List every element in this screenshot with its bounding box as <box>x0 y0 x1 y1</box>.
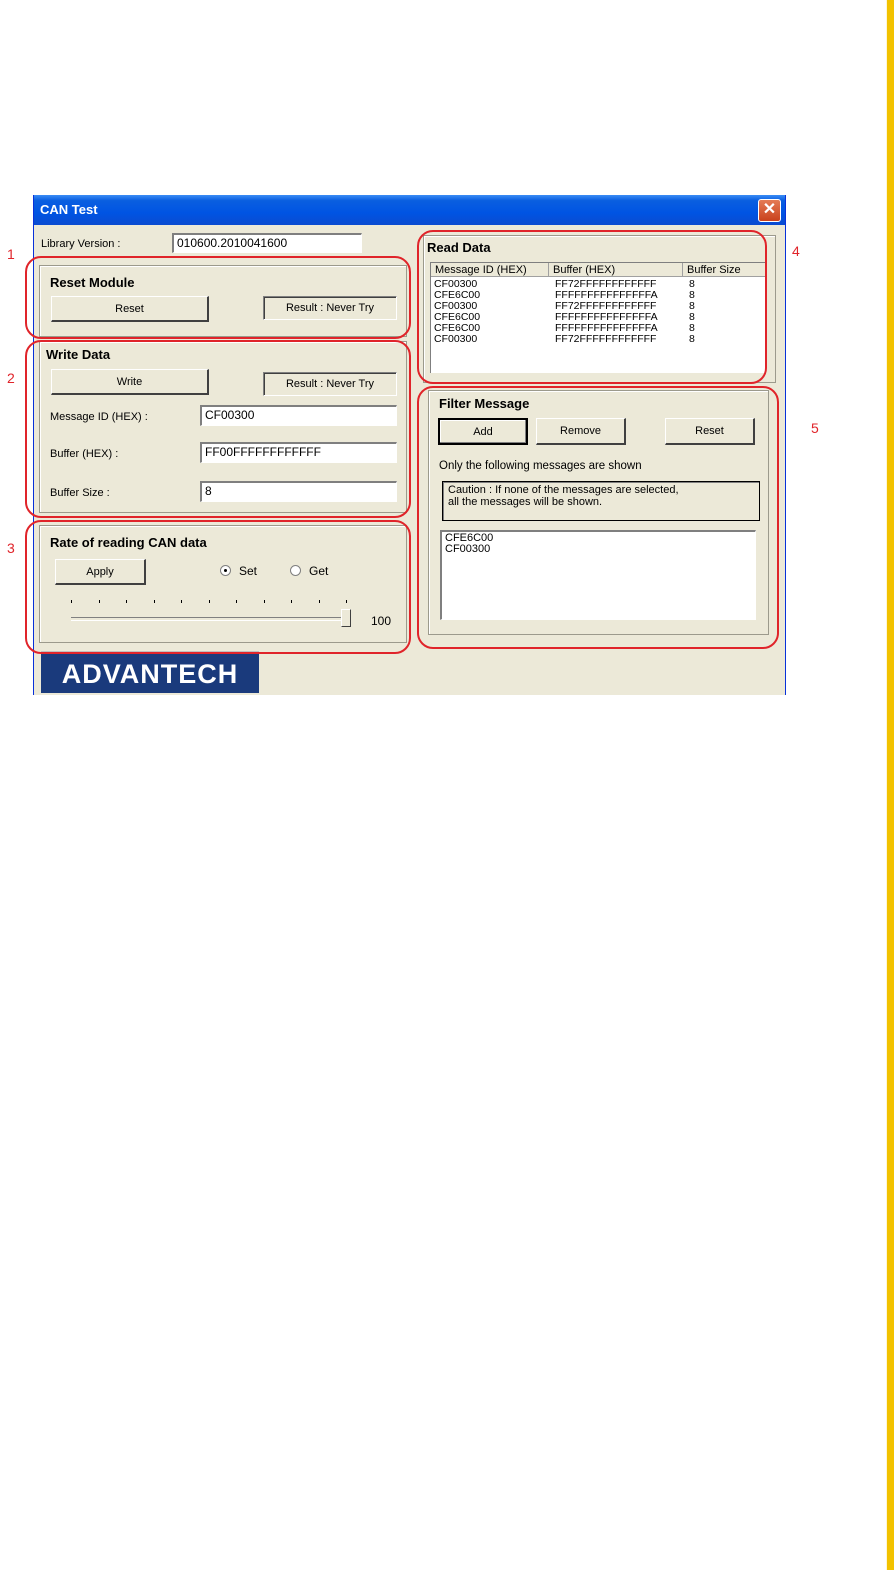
buffer-label: Buffer (HEX) : <box>50 448 119 460</box>
cell-message-id: CFE6C00 <box>434 322 481 334</box>
get-radio-label: Get <box>309 564 329 578</box>
annotation-ring-1 <box>25 256 411 339</box>
callout-5: 5 <box>811 420 819 436</box>
cell-message-id: CF00300 <box>434 300 478 312</box>
callout-3: 3 <box>7 540 15 556</box>
callout-2: 2 <box>7 370 15 386</box>
column-header[interactable]: Buffer Size <box>683 263 766 277</box>
cell-buffer: FFFFFFFFFFFFFFFA <box>555 311 658 323</box>
remove-button[interactable]: Remove <box>536 418 626 445</box>
filter-message-title: Filter Message <box>439 396 530 411</box>
annotation-ring-5 <box>417 386 779 649</box>
buffer-size-input[interactable]: 8 <box>200 481 397 502</box>
reset-module-title: Reset Module <box>50 275 135 290</box>
column-header[interactable]: Message ID (HEX) <box>431 263 549 277</box>
rate-title: Rate of reading CAN data <box>50 535 207 550</box>
write-data-title: Write Data <box>46 347 111 362</box>
library-version-label: Library Version : <box>41 238 121 250</box>
cell-size: 8 <box>689 300 695 312</box>
reset-result-box: Result : Never Try <box>263 296 397 320</box>
cell-message-id: CFE6C00 <box>434 289 481 301</box>
buffer-size-label: Buffer Size : <box>50 487 110 499</box>
close-button[interactable]: ✕ <box>758 199 781 222</box>
set-radio-label: Set <box>239 564 258 578</box>
message-id-label: Message ID (HEX) : <box>50 411 148 423</box>
window-title: CAN Test <box>40 202 98 217</box>
cell-buffer: FF72FFFFFFFFFFFF <box>555 300 657 312</box>
cell-size: 8 <box>689 333 695 345</box>
add-button[interactable]: Add <box>438 418 528 445</box>
cell-buffer: FF72FFFFFFFFFFFF <box>555 278 657 290</box>
message-id-input[interactable]: CF00300 <box>200 405 397 426</box>
cell-size: 8 <box>689 311 695 323</box>
filter-info-text: Only the following messages are shown <box>439 460 642 472</box>
caution-line-2: all the messages will be shown. <box>448 496 603 508</box>
callout-4: 4 <box>792 243 800 259</box>
cell-size: 8 <box>689 289 695 301</box>
read-data-title: Read Data <box>427 240 491 255</box>
caution-line-1: Caution : If none of the messages are selected, <box>448 484 679 496</box>
page-side-strip <box>886 0 894 1570</box>
write-result-box: Result : Never Try <box>263 372 397 396</box>
callout-1: 1 <box>7 246 15 262</box>
advantech-logo: ADVANTECH <box>41 651 259 693</box>
list-item[interactable]: CF00300 <box>445 543 491 555</box>
slider-value: 100 <box>371 614 392 628</box>
library-version-field: 010600.2010041600 <box>172 233 362 253</box>
reset-button[interactable]: Reset <box>51 296 209 322</box>
cell-size: 8 <box>689 278 695 290</box>
column-header[interactable]: Buffer (HEX) <box>549 263 683 277</box>
cell-message-id: CF00300 <box>434 278 478 290</box>
apply-button[interactable]: Apply <box>55 559 146 585</box>
cell-message-id: CFE6C00 <box>434 311 481 323</box>
cell-buffer: FFFFFFFFFFFFFFFA <box>555 289 658 301</box>
annotation-ring-3 <box>25 520 411 654</box>
cell-message-id: CF00300 <box>434 333 478 345</box>
cell-size: 8 <box>689 322 695 334</box>
filter-reset-button[interactable]: Reset <box>665 418 755 445</box>
title-bar[interactable] <box>34 195 785 225</box>
write-button[interactable]: Write <box>51 369 209 395</box>
annotation-ring-4 <box>417 230 767 384</box>
list-item[interactable]: CFE6C00 <box>445 532 494 544</box>
annotation-ring-2 <box>25 340 411 518</box>
cell-buffer: FF72FFFFFFFFFFFF <box>555 333 657 345</box>
buffer-input[interactable]: FF00FFFFFFFFFFFF <box>200 442 397 463</box>
cell-buffer: FFFFFFFFFFFFFFFA <box>555 322 658 334</box>
